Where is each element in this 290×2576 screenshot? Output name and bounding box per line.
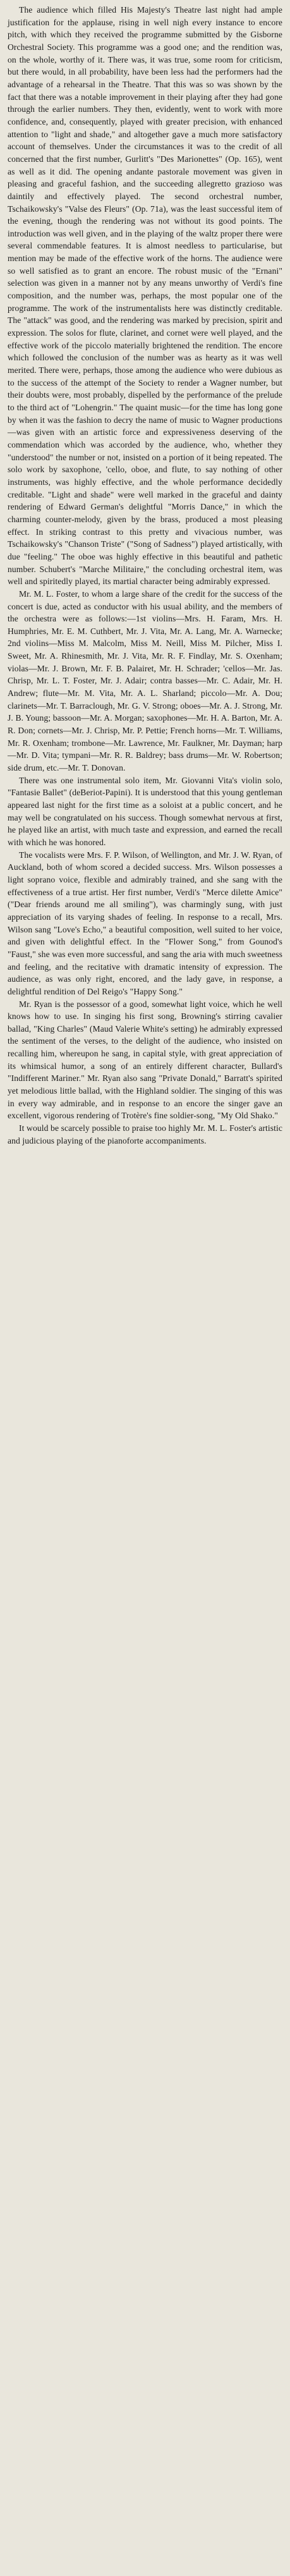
article-paragraph-violin-solo: There was one instrumental solo item, Mr. Giovanni Vita's violin solo, "Fantasie Ballet" (deBeriot-Papini). It is understood that this young gentleman appeared last night for the first time as a soloist at a public concert, and he may well be congratulated on his success. Though somewhat nervous at first, he played like an artist, with much taste and expression, and earned the recall with which he was honored.: [8, 775, 282, 847]
article-paragraph-accompaniments: It would be scarcely possible to praise too highly Mr. M. L. Foster's artistic and judicious playing of the pianoforte accompaniments.: [8, 1123, 282, 1145]
article-paragraph-mrs-wilson: The vocalists were Mrs. F. P. Wilson, of Wellington, and Mr. J. W. Ryan, of Auckland, both of whom scored a decided success. Mrs. Wilson possesses a light soprano voice, flexible and admirably trained, and she sang with the effectiveness of a true artist. Her first number, Verdi's "Merce dilette Amice" ("Dear friends around me all smiling"), was charmingly sung, with just appreciation of its varying shades of feeling. In response to a recall, Mrs. Wilson sang "Love's Echo," a beautiful composition, well suited to her voice, and given with delightful effect. In the "Flower Song," from Gounod's "Faust," she was even more successful, and sang the aria with much sweetness and feeling, and the recitative with dramatic intensity of expression. The audience, as was only right, encored, and the lady gave, in response, a delightful rendition of Del Reigo's "Happy Song.": [8, 850, 282, 996]
article-paragraph-mr-ryan: Mr. Ryan is the possessor of a good, somewhat light voice, which he well knows how to use. In singing his first song, Browning's stirring cavalier ballad, "King Charles" (Maud Valerie White's setting) he admirably expressed the sentiment of the verses, to the delight of the audience, who insisted on recalling him, whereupon he sang, in capital style, with great appreciation of its whimsical humor, a song of an entirely different character, Bullard's "Indifferent Mariner." Mr. Ryan also sang "Private Donald," Barratt's spirited yet melodious little ballad, with the Highland soldier. The singing of this was in every way admirable, and in response to an encore the singer gave an excellent, vigorous rendering of Trotère's fine soldier-song, "My Old Shako.": [8, 999, 282, 1121]
article-paragraph-orchestra-members: Mr. M. L. Foster, to whom a large share of the credit for the success of the concert is due, acted as conductor with his usual ability, and the members of the orchestra were as follows:—1st violins—Mrs. H. Faram, Mrs. H. Humphries, Mr. E. M. Cuthbert, Mr. J. Vita, Mr. A. Lang, Mr. A. Warnecke; 2nd violins—Miss M. Malcolm, Miss M. Neill, Miss M. Pilcher, Miss I. Sweet, Mr. A. Rhinesmith, Mr. J. Vita, Mr. R. F. Findlay, Mr. S. Oxenham; violas—Mr. J. Brown, Mr. F. B. Palairet, Mr. H. Schrader; 'cellos—Mr. Jas. Chrisp, Mr. L. T. Foster, Mr. J. Adair; contra basses—Mr. C. Adair, Mr. H. Andrew; flute—Mr. M. Vita, Mr. A. L. Sharland; piccolo—Mr. A. Dou; clarinets—Mr. T. Barraclough, Mr. G. V. Strong; oboes—Mr. A. J. Strong, Mr. J. B. Young; bassoon—Mr. A. Morgan; saxophones—Mr. H. A. Barton, Mr. A. R. Don; cornets—Mr. J. Chrisp, Mr. P. Pettie; French horns—Mr. T. Williams, Mr. R. Oxenham; trombone—Mr. Lawrence, Mr. Faulkner, Mr. Dayman; harp—Mr. D. Vita; tympani—Mr. R. R. Baldrey; bass drums—Mr. W. Robertson; side drum, etc.—Mr. T. Donovan.: [8, 589, 282, 773]
article-paragraph-orchestral-review: The audience which filled His Majesty's Theatre last night had ample justification for the applause, rising in well nigh every instance to encore pitch, with which they received the programme submitted by the Gisborne Orchestral Society. This programme was a good one; and the rendition was, on the whole, worthy of it. There was, it was true, some room for criticism, but there would, in all probability, have been less had the performers had the advantage of a rehearsal in the Theatre. That this was so was shown by the fact that there was a notable improvement in their playing after they had gone through the earlier numbers. They then, evidently, went to work with more confidence, and, consequently, played with greater precision, with enhanced attention to "light and shade," and altogether gave a much more satisfactory account of themselves. Under the circumstances it was to the credit of all concerned that the first number, Gurlitt's "Des Marionettes" (Op. 165), went as well as it did. The opening andante pastorale movement was given in pleasing and graceful fashion, and the succeeding allegretto grazioso was daintily and effectively played. The second orchestral number, Tschaikowsky's "Valse des Fleurs" (Op. 71a), was the least successful item of the evening, though the rendering was not without its good points. The introduction was well given, and in the playing of the waltz proper there were several commendable features. It is almost needless to particularise, but mention may be made of the effective work of the horns. The audience were so well satisfied as to grant an encore. The robust music of the "Ernani" selection was given in a manner not by any means unworthy of Verdi's fine composition, and the number was, perhaps, the most popular one of the programme. The work of the instrumentalists here was distinctly creditable. The "attack" was good, and the rendering was marked by precision, spirit and expression. The solos for flute, clarinet, and cornet were well played, and the effective work of the piccolo materially brightened the rendition. The encore which followed the conclusion of the number was as hearty as it was well merited. There were, perhaps, those among the audience who were dubious as to the success of the attempt of the Society to render a Wagner number, but their doubts were, most probably, dispelled by the performance of the prelude to the third act of "Lohengrin." The quaint music—for the time has long gone by when it was the fashion to decry the name of music to Wagner productions—was given with an artistic force and expressiveness deserving of the commendation which was accorded by the audience, who, whether they "understood" the number or not, insisted on a portion of it being repeated. The solo work by saxophone, 'cello, oboe, and flute, to say nothing of other instruments, was highly effective, and the whole performance decidedly creditable. "Light and shade" were well marked in the graceful and dainty rendering of Edward German's delightful "Morris Dance," in which the charming counter-melody, given by the brass, produced a most pleasing effect. In striking contrast to this pretty and vivacious number, was Tschaikowsky's "Chanson Triste" ("Song of Sadness") played artistically, with due "feeling." The oboe was highly effective in this beautiful and pathetic number. Schubert's "Marche Militaire," the concluding orchestral item, was well and spiritedly played, its martial character being admirably expressed.: [8, 5, 282, 587]
